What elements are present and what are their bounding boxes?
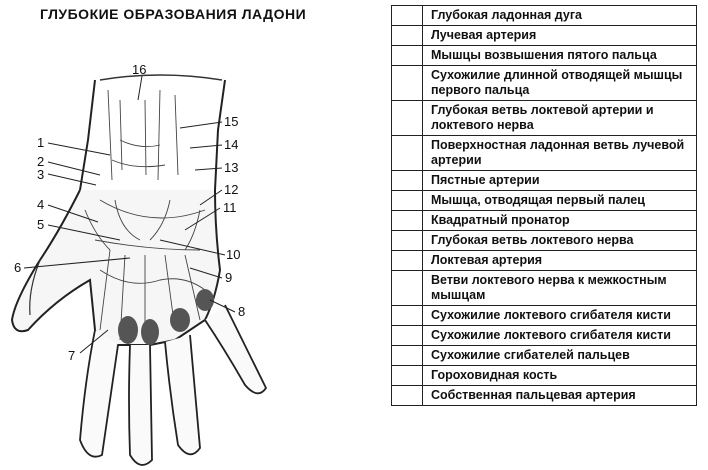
fig-label-7: 7 xyxy=(68,348,76,363)
legend-row xyxy=(392,211,697,231)
legend-text: Локтевая артерия xyxy=(423,251,697,271)
legend-row xyxy=(392,346,697,366)
fig-label-3: 3 xyxy=(37,167,45,182)
fig-label-4: 4 xyxy=(37,197,45,212)
legend-number-cell xyxy=(392,386,423,406)
legend-number-cell xyxy=(392,306,423,326)
legend-row xyxy=(392,101,697,136)
legend-row xyxy=(392,6,697,26)
legend-row xyxy=(392,251,697,271)
fig-label-2: 2 xyxy=(37,154,45,169)
page-title: ГЛУБОКИЕ ОБРАЗОВАНИЯ ЛАДОНИ xyxy=(40,6,307,22)
legend-text: Лучевая артерия xyxy=(423,26,697,46)
legend-text: Сухожилие сгибателей пальцев xyxy=(423,346,697,366)
legend-number-cell xyxy=(392,66,423,101)
hand-illustration xyxy=(0,30,380,470)
fig-label-16: 16 xyxy=(132,62,147,77)
fig-label-9: 9 xyxy=(225,270,233,285)
legend-text: Глубокая ладонная дуга xyxy=(423,6,697,26)
legend-row xyxy=(392,306,697,326)
legend-number-cell xyxy=(392,346,423,366)
legend-row xyxy=(392,271,697,306)
legend-row xyxy=(392,46,697,66)
legend-number-cell xyxy=(392,101,423,136)
legend-row xyxy=(392,136,697,171)
legend-text: Собственная пальцевая артерия xyxy=(423,386,697,406)
legend-text: Глубокая ветвь локтевого нерва xyxy=(423,231,697,251)
fig-label-13: 13 xyxy=(224,160,239,175)
fig-label-14: 14 xyxy=(224,137,239,152)
legend-number-cell xyxy=(392,211,423,231)
legend-number-cell xyxy=(392,46,423,66)
legend-row xyxy=(392,231,697,251)
legend-text: Сухожилие длинной отводящей мышцы первого пальца xyxy=(423,66,697,101)
fig-label-12: 12 xyxy=(224,182,239,197)
legend-text: Глубокая ветвь локтевой артерии и локтевого нерва xyxy=(423,101,697,136)
legend-row xyxy=(392,386,697,406)
legend-row xyxy=(392,26,697,46)
legend-text: Сухожилие локтевого сгибателя кисти xyxy=(423,326,697,346)
legend-number-cell xyxy=(392,366,423,386)
legend-text: Ветви локтевого нерва к межкостным мышцам xyxy=(423,271,697,306)
legend-row xyxy=(392,171,697,191)
legend-table xyxy=(391,5,697,406)
legend-row xyxy=(392,326,697,346)
fig-label-5: 5 xyxy=(37,217,45,232)
legend-text: Поверхностная ладонная ветвь лучевой артерии xyxy=(423,136,697,171)
legend-number-cell xyxy=(392,251,423,271)
legend-number-cell xyxy=(392,136,423,171)
legend-row xyxy=(392,191,697,211)
legend-number-cell xyxy=(392,171,423,191)
legend-text: Сухожилие локтевого сгибателя кисти xyxy=(423,306,697,326)
legend-number-cell xyxy=(392,326,423,346)
legend-number-cell xyxy=(392,271,423,306)
legend-number-cell xyxy=(392,191,423,211)
legend-row xyxy=(392,66,697,101)
legend-text: Мышцы возвышения пятого пальца xyxy=(423,46,697,66)
legend-number-cell xyxy=(392,26,423,46)
fig-label-10: 10 xyxy=(226,247,241,262)
fig-label-11: 11 xyxy=(223,200,237,215)
fig-label-8: 8 xyxy=(238,304,246,319)
fig-label-1: 1 xyxy=(37,135,45,150)
legend-number-cell xyxy=(392,6,423,26)
legend-text: Квадратный пронатор xyxy=(423,211,697,231)
fig-label-15: 15 xyxy=(224,114,239,129)
legend-number-cell xyxy=(392,231,423,251)
legend-row xyxy=(392,366,697,386)
fig-label-6: 6 xyxy=(14,260,22,275)
legend-text: Пястные артерии xyxy=(423,171,697,191)
legend-text: Гороховидная кость xyxy=(423,366,697,386)
legend-text: Мышца, отводящая первый палец xyxy=(423,191,697,211)
